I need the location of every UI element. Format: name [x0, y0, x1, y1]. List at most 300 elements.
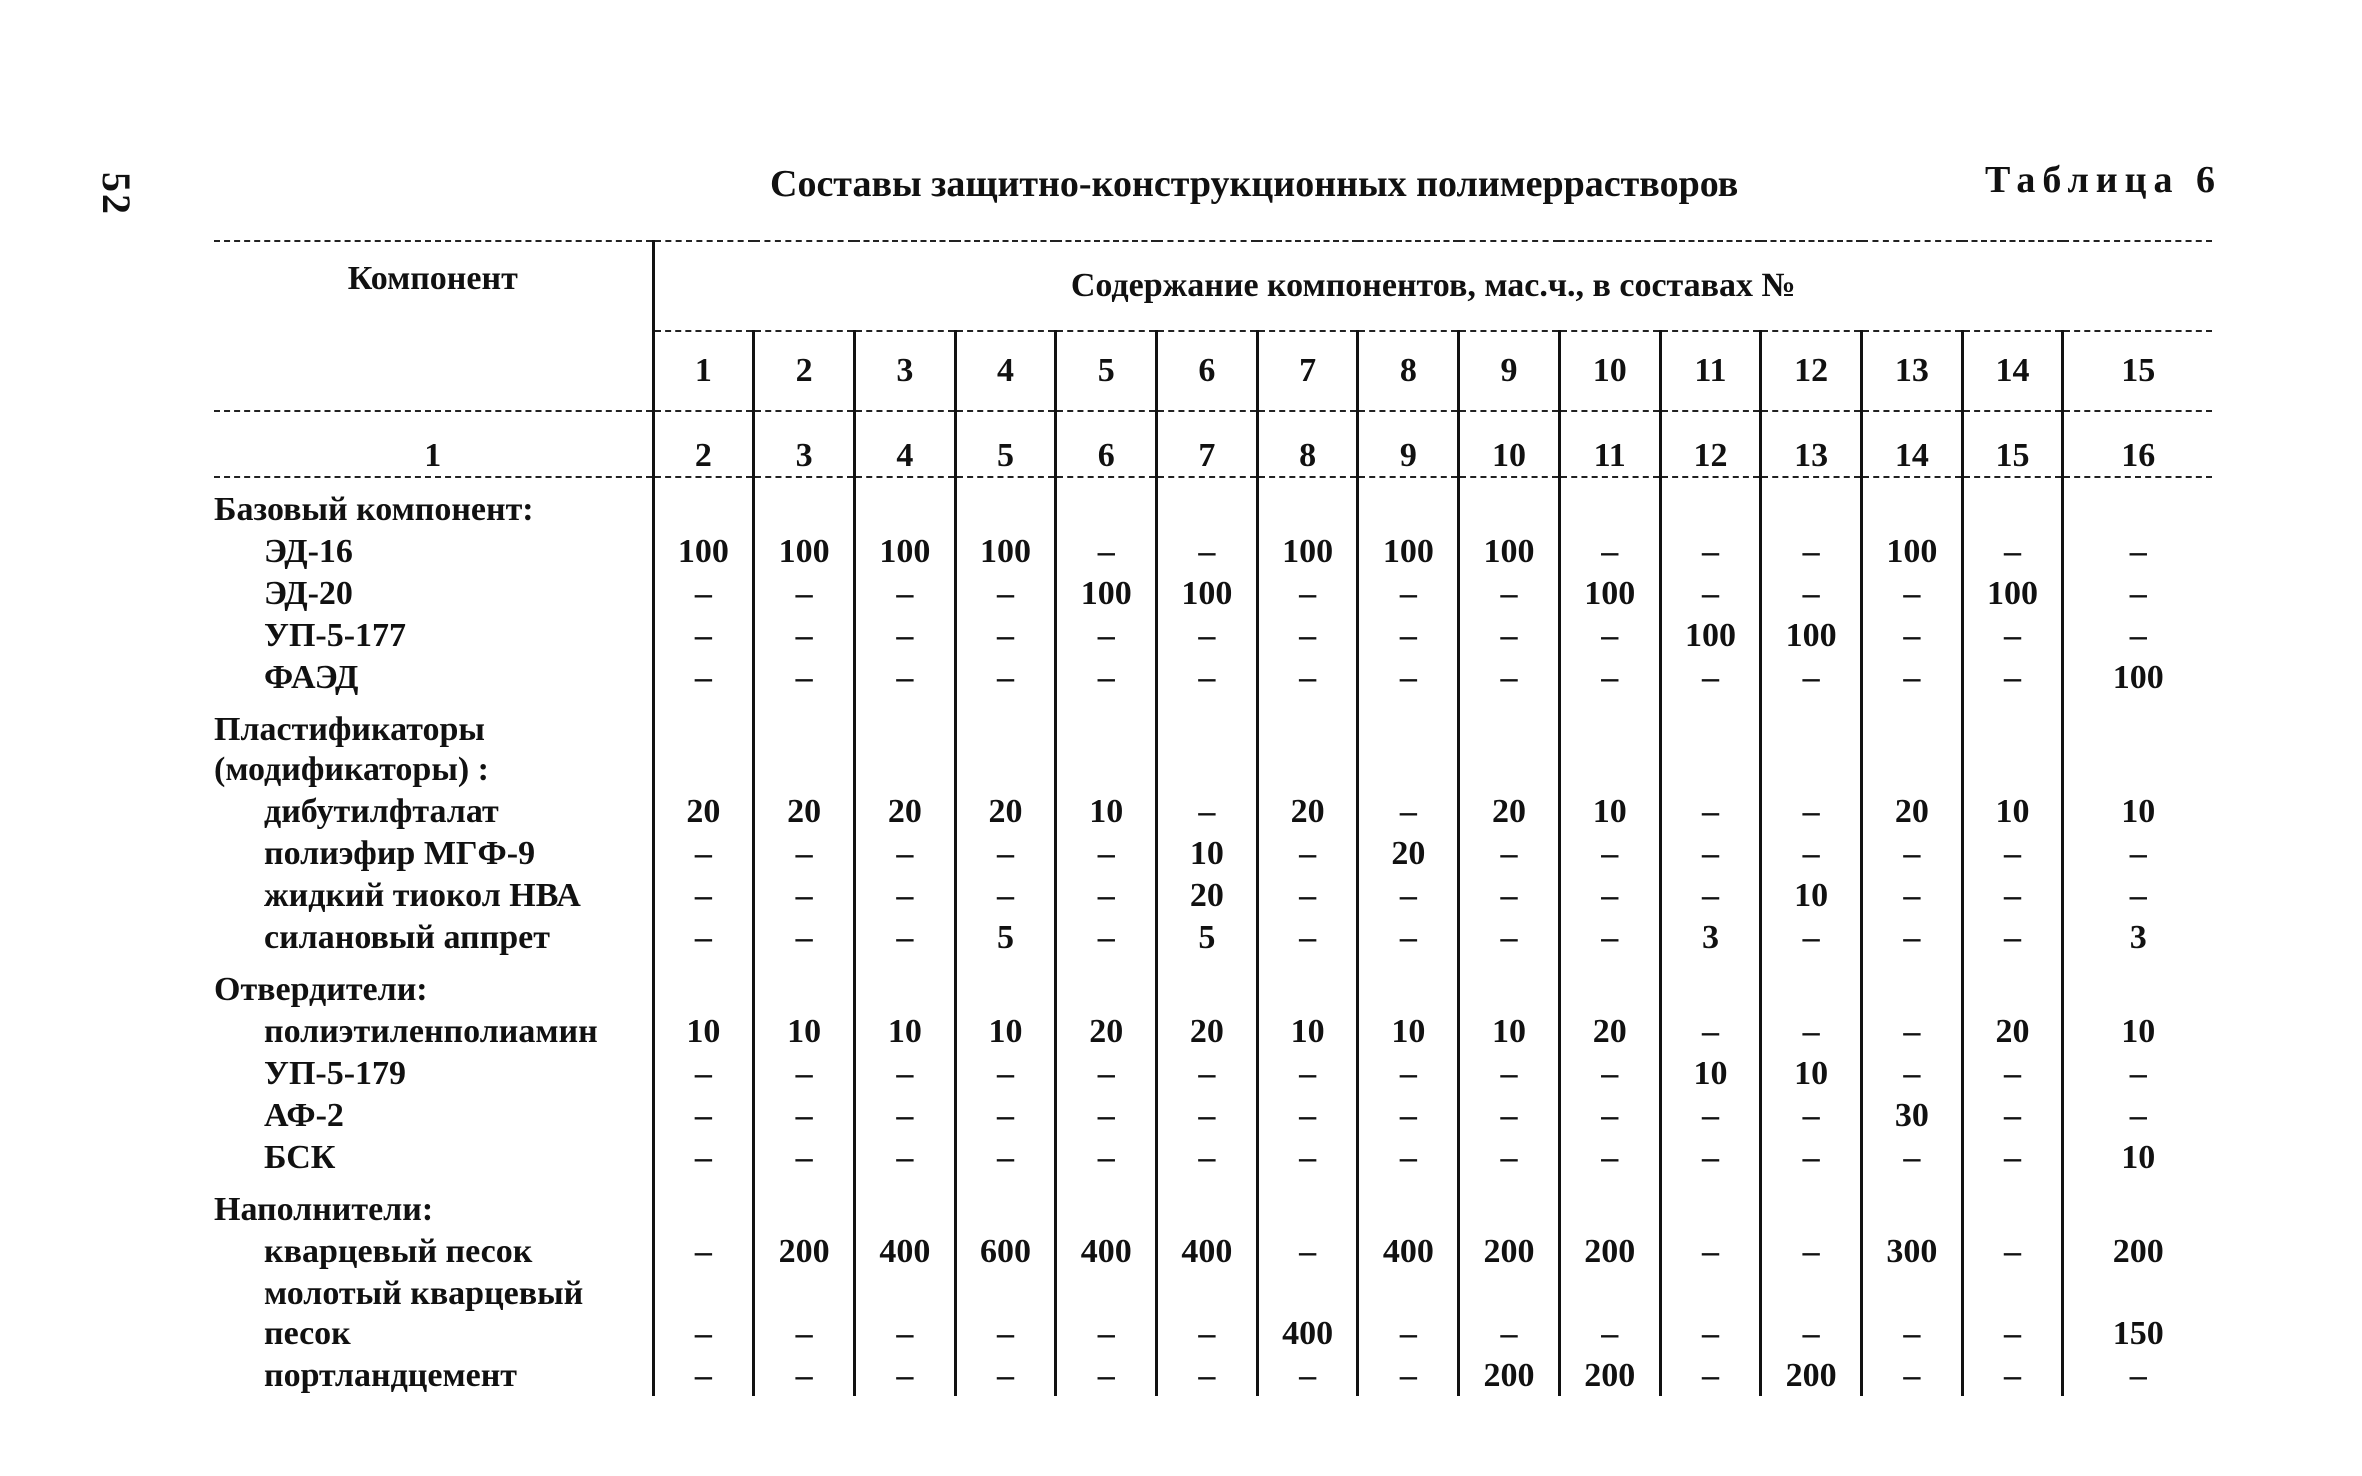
value-cell: –	[1962, 614, 2063, 656]
value-cell	[1459, 1178, 1560, 1230]
composition-number-header: 14	[1962, 331, 2063, 411]
composition-number-header: 15	[2063, 331, 2212, 411]
value-cell: 150	[2063, 1272, 2212, 1354]
component-name-line: ЭД-20	[264, 575, 353, 612]
component-name-line: портландцемент	[264, 1357, 517, 1394]
value-cell: –	[1358, 1094, 1459, 1136]
value-cell: –	[1157, 790, 1258, 832]
value-cell: –	[1660, 530, 1761, 572]
value-cell: –	[1459, 572, 1560, 614]
value-cell: –	[955, 1136, 1056, 1178]
value-cell: –	[1761, 572, 1862, 614]
value-cell: –	[854, 1272, 955, 1354]
value-cell	[653, 1178, 754, 1230]
value-cell: 10	[653, 1010, 754, 1052]
value-cell: 3	[2063, 916, 2212, 958]
value-cell: –	[1459, 1136, 1560, 1178]
value-cell: –	[754, 874, 855, 916]
value-cell: –	[754, 1136, 855, 1178]
value-cell: 20	[1862, 790, 1963, 832]
value-cell	[1761, 1178, 1862, 1230]
value-cell: –	[1761, 1136, 1862, 1178]
value-cell	[854, 477, 955, 530]
value-cell: –	[1257, 832, 1358, 874]
value-cell: –	[1157, 1094, 1258, 1136]
table-row	[214, 916, 2212, 958]
value-cell	[1761, 958, 1862, 1010]
value-cell: –	[854, 1094, 955, 1136]
value-cell: 30	[1862, 1094, 1963, 1136]
value-cell: –	[1358, 656, 1459, 698]
value-cell: –	[2063, 530, 2212, 572]
value-cell: –	[1559, 832, 1660, 874]
value-cell: –	[653, 1136, 754, 1178]
value-cell: –	[1559, 1052, 1660, 1094]
column-number-cell: 3	[754, 411, 855, 477]
value-cell: 400	[1358, 1230, 1459, 1272]
value-cell: –	[1559, 1272, 1660, 1354]
section-label	[214, 477, 653, 530]
section-row	[214, 698, 2212, 790]
value-cell: –	[1962, 1354, 2063, 1396]
value-cell: –	[1459, 656, 1560, 698]
component-name	[214, 1230, 653, 1272]
value-cell: –	[2063, 832, 2212, 874]
value-cell: –	[1257, 1052, 1358, 1094]
component-name-line: полиэфир МГФ-9	[264, 835, 536, 872]
value-cell: –	[1157, 1136, 1258, 1178]
value-cell	[1157, 698, 1258, 790]
component-name	[214, 916, 653, 958]
value-cell	[1862, 477, 1963, 530]
value-cell: –	[1358, 916, 1459, 958]
component-name-line: ЭД-16	[264, 533, 353, 570]
value-cell: 100	[1761, 614, 1862, 656]
value-cell: –	[754, 656, 855, 698]
value-cell: –	[1358, 790, 1459, 832]
component-name-line: дибутилфталат	[264, 793, 499, 830]
value-cell: –	[1257, 1354, 1358, 1396]
value-cell: –	[1761, 790, 1862, 832]
component-name-line: Отвердители:	[214, 971, 428, 1008]
section-row	[214, 1178, 2212, 1230]
value-cell	[1559, 1178, 1660, 1230]
section-label	[214, 958, 653, 1010]
composition-number-header: 2	[754, 331, 855, 411]
component-name-line: полиэтиленполиамин	[264, 1013, 598, 1050]
composition-number-header: 13	[1862, 331, 1963, 411]
column-number-cell: 7	[1157, 411, 1258, 477]
value-cell: –	[1056, 1094, 1157, 1136]
value-cell: 20	[1459, 790, 1560, 832]
value-cell: –	[1056, 1272, 1157, 1354]
value-cell: 100	[955, 530, 1056, 572]
value-cell: –	[1559, 874, 1660, 916]
value-cell: –	[1660, 1094, 1761, 1136]
value-cell: –	[2063, 1354, 2212, 1396]
value-cell: 300	[1862, 1230, 1963, 1272]
value-cell: –	[1257, 614, 1358, 656]
value-cell: –	[754, 1052, 855, 1094]
composition-number-header: 12	[1761, 331, 1862, 411]
page-number: 52	[94, 172, 139, 216]
value-cell: 100	[1157, 572, 1258, 614]
value-cell: –	[955, 656, 1056, 698]
value-cell: –	[1056, 916, 1157, 958]
value-cell: –	[1056, 656, 1157, 698]
composition-number-header: 10	[1559, 331, 1660, 411]
component-name-line: Пластификаторы	[214, 711, 485, 748]
value-cell: 200	[1459, 1354, 1560, 1396]
component-name-line: кварцевый песок	[264, 1233, 533, 1270]
value-cell: –	[854, 1136, 955, 1178]
table-row	[214, 1354, 2212, 1396]
value-cell: 200	[1459, 1230, 1560, 1272]
value-cell	[1358, 1178, 1459, 1230]
composition-number-header: 4	[955, 331, 1056, 411]
value-cell: –	[1257, 572, 1358, 614]
value-cell: 10	[1962, 790, 2063, 832]
value-cell: 10	[1358, 1010, 1459, 1052]
value-cell: –	[1056, 832, 1157, 874]
value-cell: –	[854, 656, 955, 698]
value-cell: –	[1660, 572, 1761, 614]
value-cell: –	[1559, 1136, 1660, 1178]
value-cell: –	[754, 916, 855, 958]
section-label	[214, 698, 653, 790]
value-cell	[1459, 958, 1560, 1010]
value-cell: –	[2063, 572, 2212, 614]
column-number-cell: 4	[854, 411, 955, 477]
value-cell: –	[1761, 832, 1862, 874]
table-row	[214, 1136, 2212, 1178]
component-name-line: УП-5-179	[264, 1055, 407, 1092]
value-cell	[854, 698, 955, 790]
component-header: Компонент	[214, 241, 653, 411]
value-cell: –	[1862, 1010, 1963, 1052]
component-name	[214, 614, 653, 656]
value-cell: 100	[1962, 572, 2063, 614]
value-cell: –	[1157, 1272, 1258, 1354]
component-name-line: жидкий тиокол НВА	[264, 877, 581, 914]
value-cell: 100	[1862, 530, 1963, 572]
table-label: Таблица 6	[1985, 159, 2223, 201]
value-cell: 400	[854, 1230, 955, 1272]
value-cell: –	[1358, 1272, 1459, 1354]
value-cell: –	[2063, 1094, 2212, 1136]
value-cell	[1559, 958, 1660, 1010]
component-name	[214, 656, 653, 698]
value-cell: –	[1962, 916, 2063, 958]
column-number-cell: 10	[1459, 411, 1560, 477]
component-name-line: БСК	[264, 1139, 336, 1176]
value-cell: 10	[2063, 1010, 2212, 1052]
value-cell	[1660, 698, 1761, 790]
value-cell: 10	[1660, 1052, 1761, 1094]
value-cell: –	[1358, 1136, 1459, 1178]
value-cell: –	[653, 614, 754, 656]
value-cell: –	[754, 614, 855, 656]
value-cell: –	[653, 1272, 754, 1354]
value-cell: –	[1459, 1052, 1560, 1094]
value-cell: –	[1660, 1136, 1761, 1178]
value-cell	[1761, 477, 1862, 530]
value-cell: 10	[1761, 874, 1862, 916]
component-name	[214, 874, 653, 916]
column-number-cell: 13	[1761, 411, 1862, 477]
component-name	[214, 790, 653, 832]
value-cell	[2063, 477, 2212, 530]
value-cell: –	[1559, 614, 1660, 656]
value-cell: 200	[1559, 1230, 1660, 1272]
content-header: Содержание компонентов, мас.ч., в составах №	[653, 241, 2212, 331]
column-numbers-row	[214, 411, 2212, 477]
value-cell	[2063, 1178, 2212, 1230]
value-cell	[1056, 477, 1157, 530]
value-cell: –	[1559, 530, 1660, 572]
value-cell: –	[1358, 572, 1459, 614]
component-name-line: силановый аппрет	[264, 919, 550, 956]
value-cell: –	[1459, 916, 1560, 958]
value-cell	[1660, 958, 1761, 1010]
value-cell	[754, 958, 855, 1010]
table-row	[214, 530, 2212, 572]
value-cell: –	[1157, 1052, 1258, 1094]
value-cell	[1761, 698, 1862, 790]
value-cell: –	[1862, 1354, 1963, 1396]
value-cell: –	[1459, 832, 1560, 874]
section-label	[214, 1178, 653, 1230]
value-cell	[1056, 1178, 1157, 1230]
value-cell: –	[955, 1052, 1056, 1094]
value-cell: –	[1559, 1094, 1660, 1136]
value-cell: 100	[1358, 530, 1459, 572]
value-cell	[653, 958, 754, 1010]
value-cell: –	[1459, 1094, 1560, 1136]
value-cell: –	[1962, 832, 2063, 874]
value-cell: –	[653, 1052, 754, 1094]
value-cell	[754, 698, 855, 790]
value-cell: 600	[955, 1230, 1056, 1272]
value-cell: –	[1962, 874, 2063, 916]
component-name-line: песок	[264, 1315, 351, 1352]
value-cell: –	[1962, 1272, 2063, 1354]
value-cell: –	[1358, 1052, 1459, 1094]
value-cell: –	[1257, 656, 1358, 698]
value-cell: 20	[1056, 1010, 1157, 1052]
component-name	[214, 1010, 653, 1052]
column-number-cell: 5	[955, 411, 1056, 477]
column-number-cell: 15	[1962, 411, 2063, 477]
value-cell: –	[854, 874, 955, 916]
value-cell: –	[1862, 1272, 1963, 1354]
column-number-cell: 1	[214, 411, 653, 477]
component-name	[214, 530, 653, 572]
value-cell	[653, 698, 754, 790]
value-cell: 100	[1257, 530, 1358, 572]
value-cell: 20	[854, 790, 955, 832]
value-cell	[1459, 477, 1560, 530]
value-cell: –	[1761, 916, 1862, 958]
value-cell: –	[754, 1354, 855, 1396]
value-cell: –	[1459, 614, 1560, 656]
value-cell	[1257, 1178, 1358, 1230]
value-cell: –	[754, 1272, 855, 1354]
value-cell	[955, 698, 1056, 790]
value-cell: –	[1962, 1230, 2063, 1272]
value-cell	[1862, 958, 1963, 1010]
value-cell: –	[2063, 1052, 2212, 1094]
value-cell	[1157, 958, 1258, 1010]
value-cell: –	[1761, 1272, 1862, 1354]
value-cell: –	[1660, 656, 1761, 698]
value-cell: 10	[1459, 1010, 1560, 1052]
value-cell: 10	[1761, 1052, 1862, 1094]
value-cell	[854, 1178, 955, 1230]
value-cell: 10	[1056, 790, 1157, 832]
value-cell	[1257, 477, 1358, 530]
value-cell: –	[854, 916, 955, 958]
value-cell: –	[1761, 530, 1862, 572]
composition-number-header: 11	[1660, 331, 1761, 411]
value-cell: 20	[955, 790, 1056, 832]
value-cell: 20	[754, 790, 855, 832]
value-cell: 100	[1660, 614, 1761, 656]
value-cell: 200	[2063, 1230, 2212, 1272]
value-cell: –	[1157, 1354, 1258, 1396]
value-cell: –	[854, 572, 955, 614]
value-cell: –	[1660, 1230, 1761, 1272]
component-name	[214, 1136, 653, 1178]
value-cell: –	[1862, 1136, 1963, 1178]
component-name-line: Наполнители:	[214, 1191, 434, 1228]
value-cell	[1559, 698, 1660, 790]
value-cell: 100	[1559, 572, 1660, 614]
composition-number-header: 5	[1056, 331, 1157, 411]
value-cell	[1660, 1178, 1761, 1230]
value-cell: –	[1157, 530, 1258, 572]
component-name-line: молотый кварцевый	[264, 1275, 584, 1312]
value-cell: –	[1660, 874, 1761, 916]
value-cell: –	[2063, 874, 2212, 916]
value-cell: –	[955, 1354, 1056, 1396]
value-cell: 100	[1056, 572, 1157, 614]
value-cell: –	[1962, 1094, 2063, 1136]
value-cell	[653, 477, 754, 530]
value-cell: –	[1056, 530, 1157, 572]
table-row	[214, 1230, 2212, 1272]
value-cell	[1257, 698, 1358, 790]
column-number-cell: 12	[1660, 411, 1761, 477]
table-row	[214, 1272, 2212, 1354]
table-row	[214, 572, 2212, 614]
column-number-cell: 6	[1056, 411, 1157, 477]
value-cell: –	[653, 1230, 754, 1272]
value-cell: –	[653, 656, 754, 698]
table-row	[214, 656, 2212, 698]
value-cell: –	[955, 614, 1056, 656]
value-cell: –	[653, 572, 754, 614]
value-cell: –	[1761, 1230, 1862, 1272]
value-cell	[1358, 477, 1459, 530]
value-cell	[1962, 1178, 2063, 1230]
value-cell: –	[1862, 1052, 1963, 1094]
component-name	[214, 1052, 653, 1094]
value-cell: 100	[754, 530, 855, 572]
value-cell: 100	[653, 530, 754, 572]
value-cell: –	[955, 1094, 1056, 1136]
table-title: Составы защитно-конструкционных полимеррастворов	[770, 163, 1739, 205]
value-cell: –	[1257, 874, 1358, 916]
value-cell: –	[854, 1052, 955, 1094]
value-cell	[1358, 698, 1459, 790]
composition-number-header: 3	[854, 331, 955, 411]
value-cell: 100	[854, 530, 955, 572]
value-cell: 3	[1660, 916, 1761, 958]
value-cell: –	[1459, 1272, 1560, 1354]
value-cell: –	[955, 572, 1056, 614]
value-cell: –	[1862, 656, 1963, 698]
value-cell: –	[1761, 656, 1862, 698]
table-row	[214, 1052, 2212, 1094]
table-row	[214, 832, 2212, 874]
column-number-cell: 14	[1862, 411, 1963, 477]
column-number-cell: 16	[2063, 411, 2212, 477]
value-cell: –	[1559, 916, 1660, 958]
value-cell: –	[1056, 1354, 1157, 1396]
value-cell: –	[1056, 1136, 1157, 1178]
table-row	[214, 874, 2212, 916]
value-cell: 100	[1459, 530, 1560, 572]
column-number-cell: 11	[1559, 411, 1660, 477]
value-cell: –	[1761, 1010, 1862, 1052]
value-cell: 200	[754, 1230, 855, 1272]
value-cell: 10	[955, 1010, 1056, 1052]
value-cell: –	[854, 614, 955, 656]
value-cell	[1056, 958, 1157, 1010]
value-cell	[1862, 1178, 1963, 1230]
value-cell: –	[653, 874, 754, 916]
composition-table-container	[214, 240, 2212, 1396]
value-cell: 200	[1761, 1354, 1862, 1396]
value-cell	[2063, 698, 2212, 790]
value-cell: –	[1257, 1230, 1358, 1272]
value-cell	[854, 958, 955, 1010]
value-cell	[754, 477, 855, 530]
value-cell	[1962, 477, 2063, 530]
value-cell: –	[653, 1094, 754, 1136]
value-cell	[754, 1178, 855, 1230]
component-name	[214, 1354, 653, 1396]
column-number-cell: 9	[1358, 411, 1459, 477]
value-cell: –	[1862, 874, 1963, 916]
value-cell: 20	[1559, 1010, 1660, 1052]
value-cell	[1358, 958, 1459, 1010]
value-cell: –	[754, 832, 855, 874]
value-cell	[1962, 698, 2063, 790]
composition-number-header: 9	[1459, 331, 1560, 411]
value-cell: –	[1056, 874, 1157, 916]
value-cell: –	[1358, 874, 1459, 916]
value-cell: –	[2063, 614, 2212, 656]
value-cell: 10	[854, 1010, 955, 1052]
value-cell: 400	[1257, 1272, 1358, 1354]
value-cell: –	[653, 916, 754, 958]
value-cell: –	[1559, 656, 1660, 698]
composition-number-header: 1	[653, 331, 754, 411]
value-cell	[1157, 477, 1258, 530]
value-cell: –	[1660, 1354, 1761, 1396]
